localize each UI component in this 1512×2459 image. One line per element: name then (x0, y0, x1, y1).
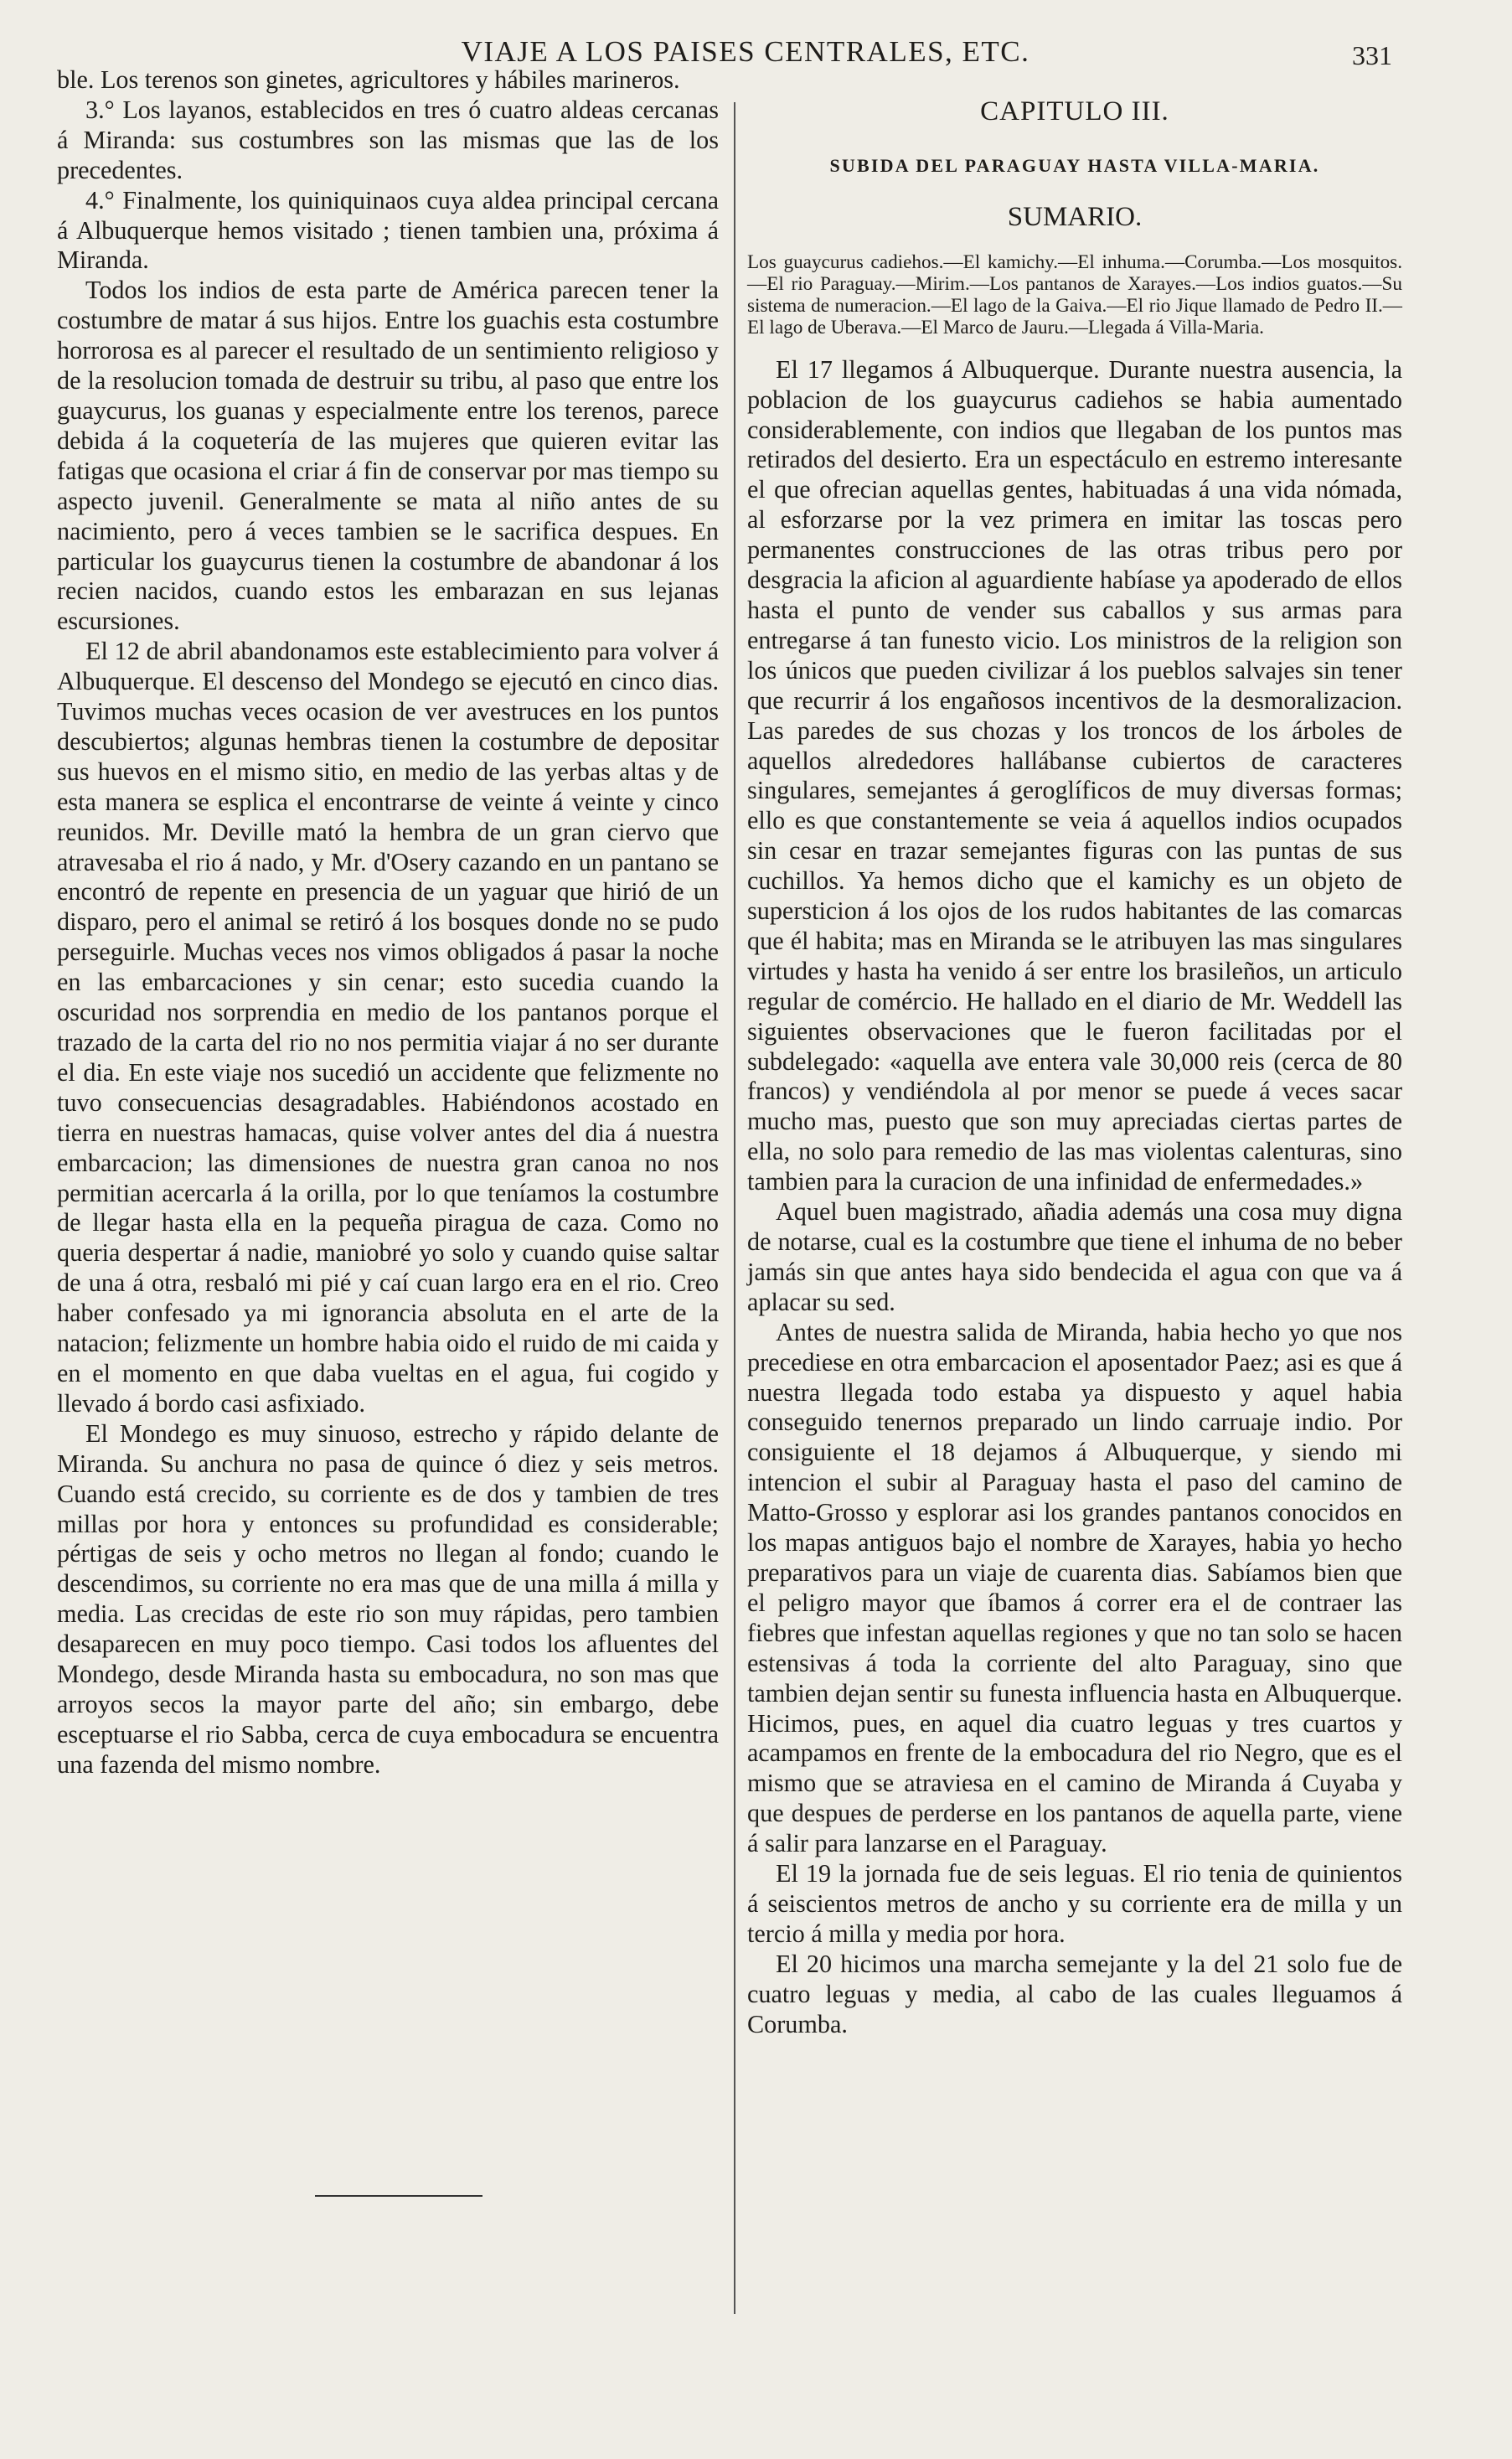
paragraph: El 12 de abril abandonamos este establecimiento para volver á Albuquerque. El descenso del Mondego se ejecutó en cinco dias. Tuvimos muchas veces ocasion de ver avestruces en los puntos descubiertos; algunas hembras tienen la costumbre de depositar sus huevos en el mismo sitio, en medio de las yerbas altas y de esta manera se esplica el encontrarse de veinte á veinte y cinco reunidos. Mr. Deville mató la hembra de un gran ciervo que atravesaba el rio á nado, y Mr. d'Osery cazando en un pantano se encontró de repente en presencia de un yaguar que hirió de un disparo, pero el animal se retiró á los bosques donde no se pudo perseguirle. Muchas veces nos vimos obligados á pasar la noche en las embarcaciones y sin cenar; esto sucedia cuando la oscuridad nos sorprendia en medio de los pantanos porque el trazado de la carta del rio no nos permitia viajar á no ser durante el dia. En este viaje nos sucedió un accidente que felizmente no tuvo consecuencias desagradables. Habiéndonos acostado en tierra en nuestras hamacas, quise volver antes del dia á nuestra embarcacion; las dimensiones de nuestra gran canoa no nos permitian acercarla á la orilla, por lo que teníamos la costumbre de llegar hasta ella en la pequeña piragua de caza. Como no queria despertar á nadie, maniobré yo solo y cuando quise saltar de una á otra, resbaló mi pié y caí cuan largo era en el rio. Creo haber confesado ya mi ignorancia absoluta en el arte de la natacion; felizmente un hombre habia oido el ruido de mi caida y en el momento en que daba vueltas en el agua, fui cogido y llevado á bordo casi asfixiado. (57, 637, 719, 1418)
running-title: VIAJE A LOS PAISES CENTRALES, ETC. (461, 35, 1030, 68)
chapter-subtitle: SUBIDA DEL PARAGUAY HASTA VILLA-MARIA. (829, 154, 1320, 176)
left-column (57, 65, 719, 1780)
paragraph: 4.° Finalmente, los quiniquinaos cuya aldea principal cercana á Albuquerque hemos visitado ; tienen tambien una, próxima á Miranda. (57, 185, 719, 275)
right-column (747, 94, 1402, 2039)
paragraph: El Mondego es muy sinuoso, estrecho y rápido delante de Miranda. Su anchura no pasa de quince ó diez y seis metros. Cuando está crecido, su corriente es de dos y tambien de tres millas por hora y entonces su profundidad es considerable; pértigas de seis y ocho metros no llegan al fondo; cuando le descendimos, su corriente no era mas que de una milla á milla y media. Las crecidas de este rio son muy rápidas, pero tambien desaparecen en muy poco tiempo. Casi todos los afluentes del Mondego, desde Miranda hasta su embocadura, no son mas que arroyos secos la mayor parte del año; sin embargo, debe esceptuarse el rio Sabba, cerca de cuya embocadura se encuentra una fazenda del mismo nombre. (57, 1418, 719, 1779)
end-rule (315, 2195, 482, 2197)
column-divider (734, 102, 735, 2314)
paragraph: Aquel buen magistrado, añadia además una cosa muy digna de notarse, cual es la costumbre que tiene el inhuma de no beber jamás sin que antes haya sido bendecida el agua con que va á aplacar su sed. (747, 1197, 1402, 1316)
paragraph: Antes de nuestra salida de Miranda, habia hecho yo que nos precediese en otra embarcacion el aposentador Paez; asi es que á nuestra llegada todo estaba ya dispuesto y aquel habia conseguido tenernos preparado un lindo carruaje indio. Por consiguiente el 18 dejamos á Albuquerque, y siendo mi intencion el subir al Paraguay hasta el paso del camino de Matto-Grosso y esplorar asi los grandes pantanos conocidos en los mapas antiguos bajo el nombre de Xarayes, habia yo hecho preparativos para un viaje de cuarenta dias. Sabíamos bien que el peligro mayor que íbamos á correr era el de contraer las fiebres que infestan aquellas regiones y que no tan solo se hacen estensivas á toda la corriente del alto Paraguay, sino que tambien dejan sentir su funesta influencia hasta en Albuquerque. Hicimos, pues, en aquel dia cuatro leguas y tres cuartos y acampamos en frente de la embocadura del rio Negro, que es el mismo que se atraviesa en el camino de Miranda á Cuyaba y que despues de perderse en los pantanos de aquella parte, viene á salir para lanzarse en el Paraguay. (747, 1317, 1402, 1858)
chapter-heading: CAPITULO III. (980, 96, 1169, 127)
paragraph: ble. Los terenos son ginetes, agricultores y hábiles marineros. (57, 65, 680, 94)
paragraph: Todos los indios de esta parte de América parecen tener la costumbre de matar á sus hijos. Entre los guachis esta costumbre horrorosa es al parecer el resultado de un sentimiento religioso y de la resolucion tomada de destruir su tribu, al paso que entre los guaycurus, los guanas y especialmente entre los terenos, parece debida á la coquetería de las mujeres que quieren evitar las fatigas que ocasiona el criar á fin de conservar por mas tiempo su aspecto juvenil. Generalmente se mata al niño antes de su nacimiento, pero á veces tambien se le sacrifica despues. En particular los guaycurus tienen la costumbre de abandonar á los recien nacidos, cuando estos les embarazan en sus lejanas escursiones. (57, 276, 719, 636)
sumario-text: Los guaycurus cadiehos.—El kamichy.—El inhuma.—Corumba.—Los mosquitos.—El rio Paraguay.—Mirim.—Los pantanos de Xarayes.—Los indios guatos.—Su sistema de numeracion.—El lago de la Gaiva.—El rio Jique llamado de Pedro II.—El lago de Uberava.—El Marco de Jauru.—Llegada á Villa-Maria. (747, 251, 1402, 338)
page-header (0, 35, 1512, 69)
sumario-heading: SUMARIO. (1007, 201, 1143, 232)
paragraph: El 17 llegamos á Albuquerque. Durante nuestra ausencia, la poblacion de los guaycurus cadiehos se habia aumentado considerablemente, con indios que llegaban de los puntos mas retirados del desierto. Era un espectáculo en estremo interesante el que ofrecian aquellas gentes, habituadas á una vida nómada, al esforzarse por la vez primera en imitar las toscas pero permanentes construcciones de las otras tribus pero por desgracia la aficion al aguardiente habíase ya apoderado de ellos hasta el punto de vender sus caballos y sus armas para entregarse á tan funesto vicio. Los ministros de la religion son los únicos que pueden civilizar á los pueblos salvajes sin tener que recurrir á los engañosos incentivos de la desmoralizacion. Las paredes de sus chozas y los troncos de los árboles de aquellos alrededores hallábanse cubiertos de caracteres singulares, semejantes á geroglíficos de muy diversas formas; ello es que constantemente se veia á aquellos indios ocupados sin cesar en trazar semejantes figuras con las puntas de sus cuchillos. Ya hemos dicho que el kamichy es un objeto de supersticion á los ojos de los rudos habitantes de las comarcas que él habita; mas en Miranda se le atribuyen las mas singulares virtudes y hasta ha venido á ser entre los brasileños, un articulo regular de comércio. He hallado en el diario de Mr. Weddell las siguientes observaciones que le fueron facilitadas por el subdelegado: «aquella ave entera vale 30,000 reis (cerca de 80 francos) y vendiéndola al por menor se puede á veces sacar mucho mas, puesto que son muy apreciadas ciertas partes de ella, no solo para remedio de las mas violentas calenturas, sino tambien para la curacion de una infinidad de enfermedades.» (747, 354, 1402, 1196)
paragraph: El 20 hicimos una marcha semejante y la del 21 solo fue de cuatro leguas y media, al cabo de las cuales lleguamos á Corumba. (747, 1949, 1402, 2038)
paragraph: 3.° Los layanos, establecidos en tres ó cuatro aldeas cercanas á Miranda: sus costumbres son las mismas que las de los precedentes. (57, 95, 719, 184)
page-number: 331 (1352, 40, 1392, 70)
paragraph: El 19 la jornada fue de seis leguas. El rio tenia de quinientos á seiscientos metros de ancho y su corriente era de milla y un tercio á milla y media por hora. (747, 1859, 1402, 1948)
